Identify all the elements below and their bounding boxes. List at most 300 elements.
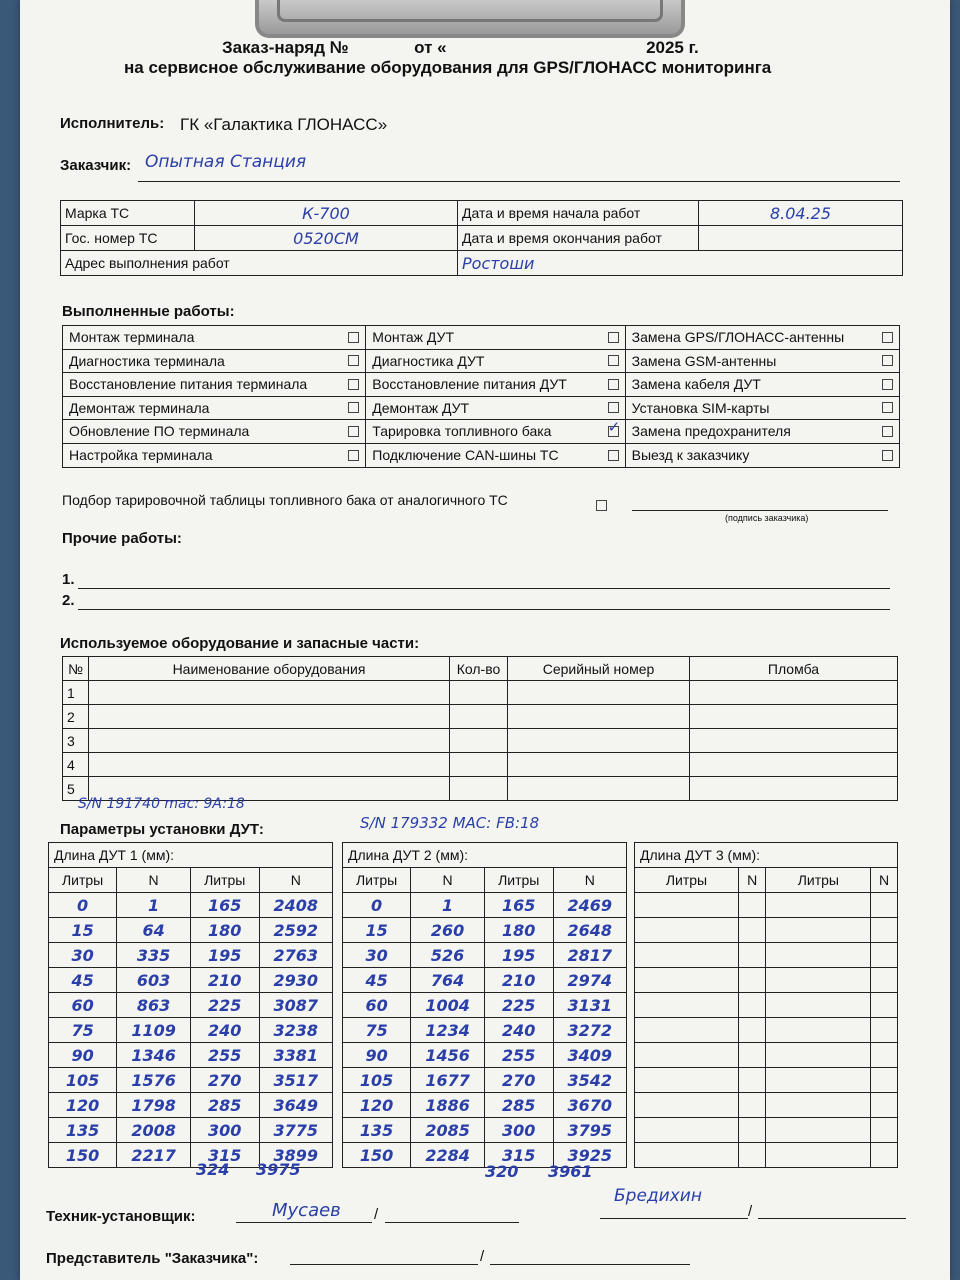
dut1-extra-liters: 324 bbox=[196, 1160, 230, 1179]
dut-cell bbox=[738, 1143, 766, 1168]
technician-sign-line-4[interactable] bbox=[758, 1218, 906, 1219]
dut-cell: 150 bbox=[343, 1143, 411, 1168]
dut-cell: 2284 bbox=[411, 1143, 485, 1168]
equipment-header-name: Наименование оборудования bbox=[89, 657, 450, 681]
other-work-item-1-line[interactable] bbox=[78, 588, 890, 589]
dut-row bbox=[49, 1043, 332, 1068]
work-item[interactable] bbox=[366, 373, 624, 397]
equipment-cell[interactable] bbox=[690, 753, 898, 777]
work-item-checkbox[interactable] bbox=[882, 332, 893, 343]
dut-cell: 3381 bbox=[259, 1043, 332, 1068]
dut-cell: 15 bbox=[49, 918, 117, 943]
equipment-cell[interactable] bbox=[690, 777, 898, 801]
dut-cell bbox=[871, 1043, 897, 1068]
work-item-checkbox[interactable] bbox=[882, 402, 893, 413]
brand-value: К-700 bbox=[195, 201, 458, 226]
dut-table-title: Длина ДУТ 2 (мм): bbox=[343, 843, 626, 868]
dut-cell: 120 bbox=[343, 1093, 411, 1118]
dut2-extra-n: 3961 bbox=[548, 1162, 593, 1181]
dut-row bbox=[343, 943, 626, 968]
dut-cell: 764 bbox=[411, 968, 485, 993]
equipment-cell[interactable] bbox=[450, 681, 508, 705]
work-item[interactable] bbox=[366, 326, 624, 350]
dut-col-header: Литры bbox=[484, 868, 553, 893]
work-item[interactable] bbox=[366, 420, 624, 444]
dut-cell: 3775 bbox=[259, 1118, 332, 1143]
work-item-label: Тарировка топливного бака bbox=[372, 423, 552, 440]
dut-cell: 165 bbox=[484, 893, 553, 918]
tank-table-checkbox[interactable] bbox=[596, 500, 607, 511]
technician-sign-line-2[interactable] bbox=[385, 1222, 519, 1223]
dut-cell: 30 bbox=[49, 943, 117, 968]
equipment-cell[interactable] bbox=[690, 681, 898, 705]
work-item[interactable] bbox=[626, 326, 899, 350]
dut-cell bbox=[766, 993, 871, 1018]
dut-col-header: N bbox=[553, 868, 626, 893]
technician-signature-2: Бредихин bbox=[614, 1186, 702, 1206]
dut-2-table bbox=[342, 842, 627, 1168]
technician-slash-2: / bbox=[748, 1203, 753, 1220]
dut-cell bbox=[871, 943, 897, 968]
dut-row bbox=[343, 993, 626, 1018]
equipment-header-qty: Кол-во bbox=[450, 657, 508, 681]
dut-cell bbox=[871, 1093, 897, 1118]
dut-cell bbox=[766, 1143, 871, 1168]
dut-cell: 90 bbox=[343, 1043, 411, 1068]
dut-col-header: N bbox=[117, 868, 191, 893]
dut-row bbox=[635, 1068, 897, 1093]
customer-rep-sign-line-1[interactable] bbox=[290, 1264, 478, 1265]
equipment-title: Используемое оборудование и запасные части: bbox=[60, 635, 420, 652]
dut-col-header: N bbox=[259, 868, 332, 893]
dut-table-title: Длина ДУТ 1 (мм): bbox=[49, 843, 332, 868]
dut-cell: 2648 bbox=[553, 918, 626, 943]
work-item-label: Замена GPS/ГЛОНАСС-антенны bbox=[631, 329, 845, 346]
dut-cell bbox=[766, 893, 871, 918]
work-item-label: Демонтаж терминала bbox=[69, 399, 210, 416]
equipment-row-number: 1 bbox=[63, 681, 89, 705]
work-item-label: Восстановление питания ДУТ bbox=[372, 376, 567, 393]
dut-cell: 2592 bbox=[259, 918, 332, 943]
order-number-label: Заказ-наряд № bbox=[222, 38, 349, 57]
works-column-2 bbox=[366, 326, 625, 467]
equipment-cell[interactable] bbox=[508, 705, 690, 729]
dut-cell: 260 bbox=[411, 918, 485, 943]
dut-cell bbox=[635, 993, 738, 1018]
work-item[interactable] bbox=[626, 397, 899, 421]
dut-cell bbox=[766, 918, 871, 943]
plate-label: Гос. номер ТС bbox=[61, 226, 195, 251]
dut-cell: 0 bbox=[343, 893, 411, 918]
dut-row bbox=[49, 893, 332, 918]
dut-row bbox=[343, 1093, 626, 1118]
dut-col-header: Литры bbox=[766, 868, 871, 893]
dut-row bbox=[49, 943, 332, 968]
work-item-checkbox[interactable] bbox=[882, 426, 893, 437]
work-item-checkbox[interactable] bbox=[348, 426, 359, 437]
dut-cell bbox=[871, 968, 897, 993]
dut-cell: 225 bbox=[190, 993, 259, 1018]
dut-cell bbox=[766, 968, 871, 993]
dut-cell: 3795 bbox=[553, 1118, 626, 1143]
dut-row bbox=[635, 1143, 897, 1168]
tank-table-label: Подбор тарировочной таблицы топливного бака от аналогичного ТС bbox=[62, 492, 508, 508]
dut-cell: 3131 bbox=[553, 993, 626, 1018]
dut-cell: 30 bbox=[343, 943, 411, 968]
equipment-cell[interactable] bbox=[450, 729, 508, 753]
dut2-serial-note: S/N 179332 MAC: FB:18 bbox=[360, 814, 540, 832]
equipment-cell[interactable] bbox=[690, 729, 898, 753]
dut-cell bbox=[738, 1093, 766, 1118]
dut-cell: 603 bbox=[117, 968, 191, 993]
dut-cell: 285 bbox=[484, 1093, 553, 1118]
customer-representative-label: Представитель "Заказчика": bbox=[46, 1250, 259, 1267]
dut-row bbox=[635, 1093, 897, 1118]
dut-cell: 135 bbox=[49, 1118, 117, 1143]
dut-col-header: N bbox=[738, 868, 766, 893]
dut-cell bbox=[738, 968, 766, 993]
end-label: Дата и время окончания работ bbox=[458, 226, 699, 251]
work-item-label: Замена GSM-антенны bbox=[631, 352, 777, 369]
dut-cell: 195 bbox=[484, 943, 553, 968]
vehicle-info-table bbox=[60, 200, 903, 276]
technician-signature: Мусаев bbox=[272, 1200, 341, 1221]
work-item[interactable] bbox=[63, 350, 365, 374]
equipment-cell[interactable] bbox=[89, 681, 450, 705]
dut-row bbox=[635, 1043, 897, 1068]
dut-table-title: Длина ДУТ 3 (мм): bbox=[635, 843, 897, 868]
work-item[interactable] bbox=[626, 350, 899, 374]
dut-col-header: Литры bbox=[49, 868, 117, 893]
dut-row bbox=[49, 918, 332, 943]
dut-cell bbox=[738, 1118, 766, 1143]
work-item-label: Восстановление питания терминала bbox=[69, 376, 308, 393]
executor-label: Исполнитель: bbox=[60, 115, 165, 132]
customer-rep-slash: / bbox=[480, 1248, 485, 1265]
dut-cell bbox=[738, 943, 766, 968]
dut-cell: 2008 bbox=[117, 1118, 191, 1143]
equipment-cell[interactable] bbox=[89, 705, 450, 729]
work-item-label: Замена предохранителя bbox=[631, 423, 791, 440]
work-item-checkbox[interactable] bbox=[882, 379, 893, 390]
technician-sign-line-3[interactable] bbox=[600, 1218, 748, 1219]
work-item[interactable] bbox=[63, 397, 365, 421]
work-item-checkbox[interactable] bbox=[882, 450, 893, 461]
work-item-checkbox[interactable] bbox=[608, 332, 619, 343]
work-item-label: Монтаж ДУТ bbox=[372, 329, 454, 346]
dut-cell: 105 bbox=[49, 1068, 117, 1093]
other-work-item-2-line[interactable] bbox=[78, 609, 890, 610]
dut-cell: 3517 bbox=[259, 1068, 332, 1093]
works-column-3 bbox=[626, 326, 899, 467]
dut-row bbox=[343, 1043, 626, 1068]
work-item-label: Установка SIM-карты bbox=[631, 399, 770, 416]
dut-row bbox=[635, 1118, 897, 1143]
work-item[interactable] bbox=[626, 420, 899, 444]
dut-cell: 240 bbox=[484, 1018, 553, 1043]
params-title: Параметры установки ДУТ: bbox=[60, 821, 264, 838]
dut-cell: 255 bbox=[484, 1043, 553, 1068]
work-item-label: Выезд к заказчику bbox=[631, 447, 750, 464]
dut-row bbox=[49, 993, 332, 1018]
dut-col-header: Литры bbox=[635, 868, 738, 893]
dut-cell: 45 bbox=[343, 968, 411, 993]
dut-row bbox=[635, 1018, 897, 1043]
dut-cell: 3899 bbox=[259, 1143, 332, 1168]
dut-row bbox=[343, 1118, 626, 1143]
dut-cell: 135 bbox=[343, 1118, 411, 1143]
dut-row bbox=[343, 968, 626, 993]
dut-col-header: Литры bbox=[190, 868, 259, 893]
dut-cell: 210 bbox=[190, 968, 259, 993]
dut-row bbox=[635, 993, 897, 1018]
dut-col-header: N bbox=[411, 868, 485, 893]
dut-cell: 3087 bbox=[259, 993, 332, 1018]
dut-row bbox=[343, 1018, 626, 1043]
dut-cell bbox=[766, 1043, 871, 1068]
signature-caption: (подпись заказчика) bbox=[725, 513, 809, 523]
dut-cell: 1886 bbox=[411, 1093, 485, 1118]
dut-row bbox=[49, 1093, 332, 1118]
dut-cell bbox=[738, 1068, 766, 1093]
dut-cell: 3649 bbox=[259, 1093, 332, 1118]
dut-col-header: N bbox=[871, 868, 897, 893]
dut-cell: 1004 bbox=[411, 993, 485, 1018]
other-work-item-1-number: 1. bbox=[62, 571, 75, 588]
dut-cell: 270 bbox=[190, 1068, 259, 1093]
equipment-row bbox=[63, 729, 898, 753]
equipment-cell[interactable] bbox=[508, 777, 690, 801]
dut-row bbox=[49, 1118, 332, 1143]
equipment-cell[interactable] bbox=[89, 729, 450, 753]
dut-cell: 75 bbox=[343, 1018, 411, 1043]
equipment-row bbox=[63, 681, 898, 705]
technician-label: Техник-установщик: bbox=[46, 1208, 196, 1225]
work-item-checkbox[interactable] bbox=[348, 332, 359, 343]
work-item-checkbox[interactable] bbox=[348, 402, 359, 413]
header-line-2: на сервисное обслуживание оборудования для GPS/ГЛОНАСС мониторинга bbox=[124, 58, 772, 77]
equipment-row-number: 3 bbox=[63, 729, 89, 753]
equipment-cell[interactable] bbox=[508, 681, 690, 705]
customer-rep-sign-line-2[interactable] bbox=[490, 1264, 690, 1265]
work-item[interactable] bbox=[63, 420, 365, 444]
customer-underline bbox=[138, 181, 900, 182]
dut-cell: 300 bbox=[484, 1118, 553, 1143]
dut-1-table bbox=[48, 842, 333, 1168]
dut-cell: 195 bbox=[190, 943, 259, 968]
dut-cell bbox=[635, 1093, 738, 1118]
technician-sign-line-1[interactable] bbox=[236, 1222, 372, 1223]
dut-cell: 2085 bbox=[411, 1118, 485, 1143]
header-line-1 bbox=[222, 38, 699, 58]
work-item[interactable] bbox=[366, 397, 624, 421]
dut-cell: 60 bbox=[49, 993, 117, 1018]
equipment-cell[interactable] bbox=[690, 705, 898, 729]
dut-col-header: Литры bbox=[343, 868, 411, 893]
dut-cell bbox=[871, 1018, 897, 1043]
dut-cell bbox=[871, 1068, 897, 1093]
dut-cell bbox=[871, 993, 897, 1018]
dut-cell: 15 bbox=[343, 918, 411, 943]
work-item[interactable] bbox=[63, 444, 365, 468]
dut-cell: 1109 bbox=[117, 1018, 191, 1043]
dut-row bbox=[343, 1068, 626, 1093]
work-item[interactable] bbox=[626, 444, 899, 468]
dut-cell: 3670 bbox=[553, 1093, 626, 1118]
dut-cell: 2763 bbox=[259, 943, 332, 968]
work-item-checkbox[interactable] bbox=[348, 355, 359, 366]
dut-row bbox=[343, 893, 626, 918]
equipment-cell[interactable] bbox=[508, 729, 690, 753]
dut1-extra-n: 3975 bbox=[256, 1160, 301, 1179]
equipment-cell[interactable] bbox=[450, 777, 508, 801]
dut-cell: 75 bbox=[49, 1018, 117, 1043]
dut-cell: 165 bbox=[190, 893, 259, 918]
executor-value: ГК «Галактика ГЛОНАСС» bbox=[180, 115, 388, 134]
dut-cell: 1798 bbox=[117, 1093, 191, 1118]
equipment-row-number: 5 bbox=[63, 777, 89, 801]
dut-cell bbox=[635, 968, 738, 993]
dut-3-table bbox=[634, 842, 898, 1168]
work-item-checkbox[interactable] bbox=[608, 450, 619, 461]
work-item-label: Демонтаж ДУТ bbox=[372, 399, 470, 416]
work-item-checkbox[interactable] bbox=[608, 402, 619, 413]
dut-cell: 105 bbox=[343, 1068, 411, 1093]
dut-cell: 180 bbox=[190, 918, 259, 943]
work-item-checkbox[interactable] bbox=[348, 450, 359, 461]
dut-cell: 335 bbox=[117, 943, 191, 968]
dut-cell: 210 bbox=[484, 968, 553, 993]
dut-cell bbox=[766, 1018, 871, 1043]
work-item-checkbox[interactable] bbox=[608, 355, 619, 366]
dut-cell: 2469 bbox=[553, 893, 626, 918]
order-date-label: от « bbox=[414, 38, 447, 57]
equipment-header-seal: Пломба bbox=[690, 657, 898, 681]
dut-cell: 2217 bbox=[117, 1143, 191, 1168]
dut-cell bbox=[635, 893, 738, 918]
work-item-label: Монтаж терминала bbox=[69, 329, 195, 346]
brand-label: Марка ТС bbox=[61, 201, 195, 226]
dut-cell bbox=[738, 1043, 766, 1068]
dut-cell bbox=[738, 1018, 766, 1043]
dut-cell bbox=[871, 918, 897, 943]
equipment-row bbox=[63, 705, 898, 729]
dut-cell bbox=[766, 943, 871, 968]
dut-cell: 120 bbox=[49, 1093, 117, 1118]
equipment-cell[interactable] bbox=[89, 753, 450, 777]
work-item-label: Диагностика ДУТ bbox=[372, 352, 485, 369]
work-item[interactable] bbox=[626, 373, 899, 397]
work-item[interactable] bbox=[366, 444, 624, 468]
dut-cell: 3925 bbox=[553, 1143, 626, 1168]
clipboard-clip-wire bbox=[277, 0, 663, 22]
other-work-item-2-number: 2. bbox=[62, 592, 75, 609]
works-title: Выполненные работы: bbox=[62, 303, 235, 320]
dut-cell: 0 bbox=[49, 893, 117, 918]
work-item-checkbox[interactable] bbox=[348, 379, 359, 390]
work-item-label: Обновление ПО терминала bbox=[69, 423, 250, 440]
plate-value: 0520СМ bbox=[195, 226, 458, 251]
dut-cell bbox=[738, 918, 766, 943]
work-item-checkbox[interactable] bbox=[608, 379, 619, 390]
dut-cell: 3272 bbox=[553, 1018, 626, 1043]
dut-row bbox=[49, 1068, 332, 1093]
work-item-checkbox[interactable] bbox=[608, 426, 619, 437]
end-value bbox=[699, 226, 903, 251]
dut-cell bbox=[635, 1143, 738, 1168]
dut-cell: 45 bbox=[49, 968, 117, 993]
equipment-header-number: № bbox=[63, 657, 89, 681]
dut-cell bbox=[635, 1118, 738, 1143]
dut-cell: 285 bbox=[190, 1093, 259, 1118]
dut-cell bbox=[635, 943, 738, 968]
dut-cell: 90 bbox=[49, 1043, 117, 1068]
work-item[interactable] bbox=[63, 373, 365, 397]
address-value: Ростоши bbox=[458, 251, 903, 276]
dut-row bbox=[343, 918, 626, 943]
equipment-row-number: 2 bbox=[63, 705, 89, 729]
work-item[interactable] bbox=[63, 326, 365, 350]
customer-value: Опытная Станция bbox=[145, 152, 307, 172]
start-label: Дата и время начала работ bbox=[458, 201, 699, 226]
customer-label: Заказчик: bbox=[60, 157, 132, 174]
dut-cell: 3409 bbox=[553, 1043, 626, 1068]
dut-cell bbox=[766, 1068, 871, 1093]
order-year: 2025 г. bbox=[646, 38, 699, 57]
equipment-table bbox=[62, 656, 898, 801]
dut-cell bbox=[738, 893, 766, 918]
equipment-cell[interactable] bbox=[450, 705, 508, 729]
dut-cell: 1346 bbox=[117, 1043, 191, 1068]
dut-cell: 863 bbox=[117, 993, 191, 1018]
dut-cell bbox=[635, 1018, 738, 1043]
dut-cell bbox=[635, 1068, 738, 1093]
works-column-1 bbox=[63, 326, 366, 467]
start-value: 8.04.25 bbox=[699, 201, 903, 226]
dut-row bbox=[635, 943, 897, 968]
work-item-label: Подключение CAN-шины ТС bbox=[372, 447, 559, 464]
equipment-cell[interactable] bbox=[508, 753, 690, 777]
work-item-checkbox[interactable] bbox=[882, 355, 893, 366]
equipment-cell[interactable] bbox=[450, 753, 508, 777]
dut-cell bbox=[871, 893, 897, 918]
dut-cell: 240 bbox=[190, 1018, 259, 1043]
dut-cell bbox=[871, 1143, 897, 1168]
dut-row bbox=[635, 968, 897, 993]
dut-cell: 1 bbox=[117, 893, 191, 918]
clipboard-clip bbox=[255, 0, 685, 38]
dut-cell bbox=[871, 1118, 897, 1143]
dut-row bbox=[49, 1018, 332, 1043]
dut-cell: 526 bbox=[411, 943, 485, 968]
dut-row bbox=[49, 968, 332, 993]
dut-cell: 270 bbox=[484, 1068, 553, 1093]
dut-cell: 60 bbox=[343, 993, 411, 1018]
work-item-label: Настройка терминала bbox=[69, 447, 213, 464]
dut-cell: 150 bbox=[49, 1143, 117, 1168]
dut-cell: 315 bbox=[190, 1143, 259, 1168]
customer-signature-line[interactable] bbox=[632, 510, 888, 511]
dut-cell: 225 bbox=[484, 993, 553, 1018]
dut-cell: 64 bbox=[117, 918, 191, 943]
technician-slash: / bbox=[374, 1206, 379, 1223]
dut-cell bbox=[635, 1043, 738, 1068]
dut-cell: 2974 bbox=[553, 968, 626, 993]
works-grid bbox=[62, 325, 900, 468]
dut-cell: 315 bbox=[484, 1143, 553, 1168]
work-item[interactable] bbox=[366, 350, 624, 374]
dut-cell: 2930 bbox=[259, 968, 332, 993]
